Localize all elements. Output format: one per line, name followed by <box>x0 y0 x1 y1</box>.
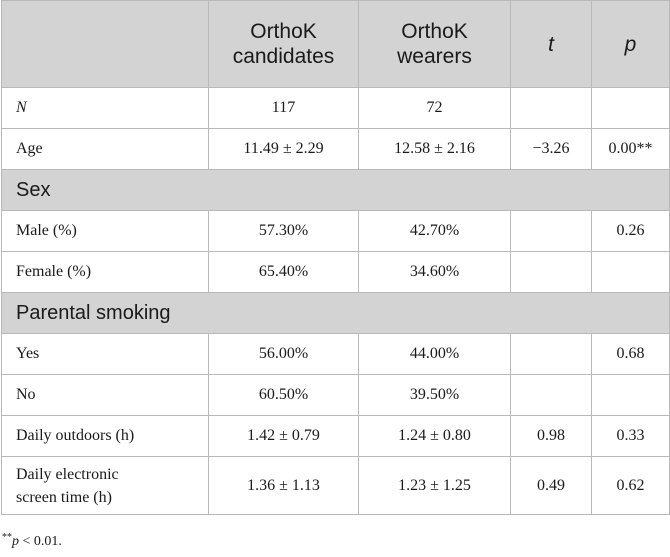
header-cell-t: t <box>511 1 592 88</box>
cell-age-wearers: 12.58 ± 2.16 <box>359 129 511 170</box>
cell-male-t <box>511 211 592 252</box>
table-row-age <box>2 129 670 170</box>
table-row-female <box>2 252 670 293</box>
table-row-no <box>2 375 670 416</box>
table-footnote <box>2 534 62 550</box>
cell-male-wearers: 42.70% <box>359 211 511 252</box>
row-label-yes: Yes <box>2 334 209 375</box>
cell-male-candidates: 57.30% <box>209 211 359 252</box>
cell-yes-p: 0.68 <box>592 334 670 375</box>
row-label-no: No <box>2 375 209 416</box>
cell-female-t <box>511 252 592 293</box>
comparison-table <box>1 0 670 515</box>
row-label-screen-time <box>2 457 209 515</box>
cell-yes-wearers: 44.00% <box>359 334 511 375</box>
row-label-screen-line1: Daily electronic <box>16 465 119 483</box>
cell-outdoors-p: 0.33 <box>592 416 670 457</box>
footnote-text: < 0.01. <box>19 534 62 549</box>
cell-outdoors-t: 0.98 <box>511 416 592 457</box>
cell-female-p <box>592 252 670 293</box>
row-label-screen-line2: screen time (h) <box>16 488 112 506</box>
cell-screen-candidates: 1.36 ± 1.13 <box>209 457 359 515</box>
cell-female-candidates: 65.40% <box>209 252 359 293</box>
section-label-sex: Sex <box>2 170 670 211</box>
cell-outdoors-candidates: 1.42 ± 0.79 <box>209 416 359 457</box>
row-label-age: Age <box>2 129 209 170</box>
cell-yes-t <box>511 334 592 375</box>
header-wearers-line2: wearers <box>397 45 472 68</box>
cell-screen-t: 0.49 <box>511 457 592 515</box>
table-row-yes <box>2 334 670 375</box>
cell-yes-candidates: 56.00% <box>209 334 359 375</box>
cell-outdoors-wearers: 1.24 ± 0.80 <box>359 416 511 457</box>
header-cell-p: p <box>592 1 670 88</box>
cell-screen-p: 0.62 <box>592 457 670 515</box>
header-wearers-line1: OrthoK <box>401 20 468 43</box>
footnote-symbol: p <box>12 534 19 549</box>
table-row-screen-time <box>2 457 670 515</box>
header-cell-empty <box>2 1 209 88</box>
row-label-outdoors: Daily outdoors (h) <box>2 416 209 457</box>
cell-age-candidates: 11.49 ± 2.29 <box>209 129 359 170</box>
cell-no-t <box>511 375 592 416</box>
table-row-n <box>2 88 670 129</box>
cell-no-wearers: 39.50% <box>359 375 511 416</box>
footnote-marker: ** <box>2 532 12 543</box>
section-row-parental-smoking <box>2 293 670 334</box>
cell-n-wearers: 72 <box>359 88 511 129</box>
cell-female-wearers: 34.60% <box>359 252 511 293</box>
cell-age-p: 0.00** <box>592 129 670 170</box>
header-cell-wearers <box>359 1 511 88</box>
cell-n-p <box>592 88 670 129</box>
row-label-female: Female (%) <box>2 252 209 293</box>
table-header <box>2 1 670 88</box>
cell-age-t: −3.26 <box>511 129 592 170</box>
cell-no-p <box>592 375 670 416</box>
row-label-n: N <box>2 88 209 129</box>
cell-n-candidates: 117 <box>209 88 359 129</box>
cell-n-t <box>511 88 592 129</box>
section-label-parental-smoking: Parental smoking <box>2 293 670 334</box>
header-candidates-line1: OrthoK <box>250 20 317 43</box>
cell-screen-wearers: 1.23 ± 1.25 <box>359 457 511 515</box>
cell-male-p: 0.26 <box>592 211 670 252</box>
row-label-male: Male (%) <box>2 211 209 252</box>
cell-no-candidates: 60.50% <box>209 375 359 416</box>
table-row-outdoors <box>2 416 670 457</box>
section-row-sex <box>2 170 670 211</box>
header-row <box>2 1 670 88</box>
header-cell-candidates <box>209 1 359 88</box>
table-row-male <box>2 211 670 252</box>
header-candidates-line2: candidates <box>232 45 335 68</box>
table-body <box>2 88 670 515</box>
